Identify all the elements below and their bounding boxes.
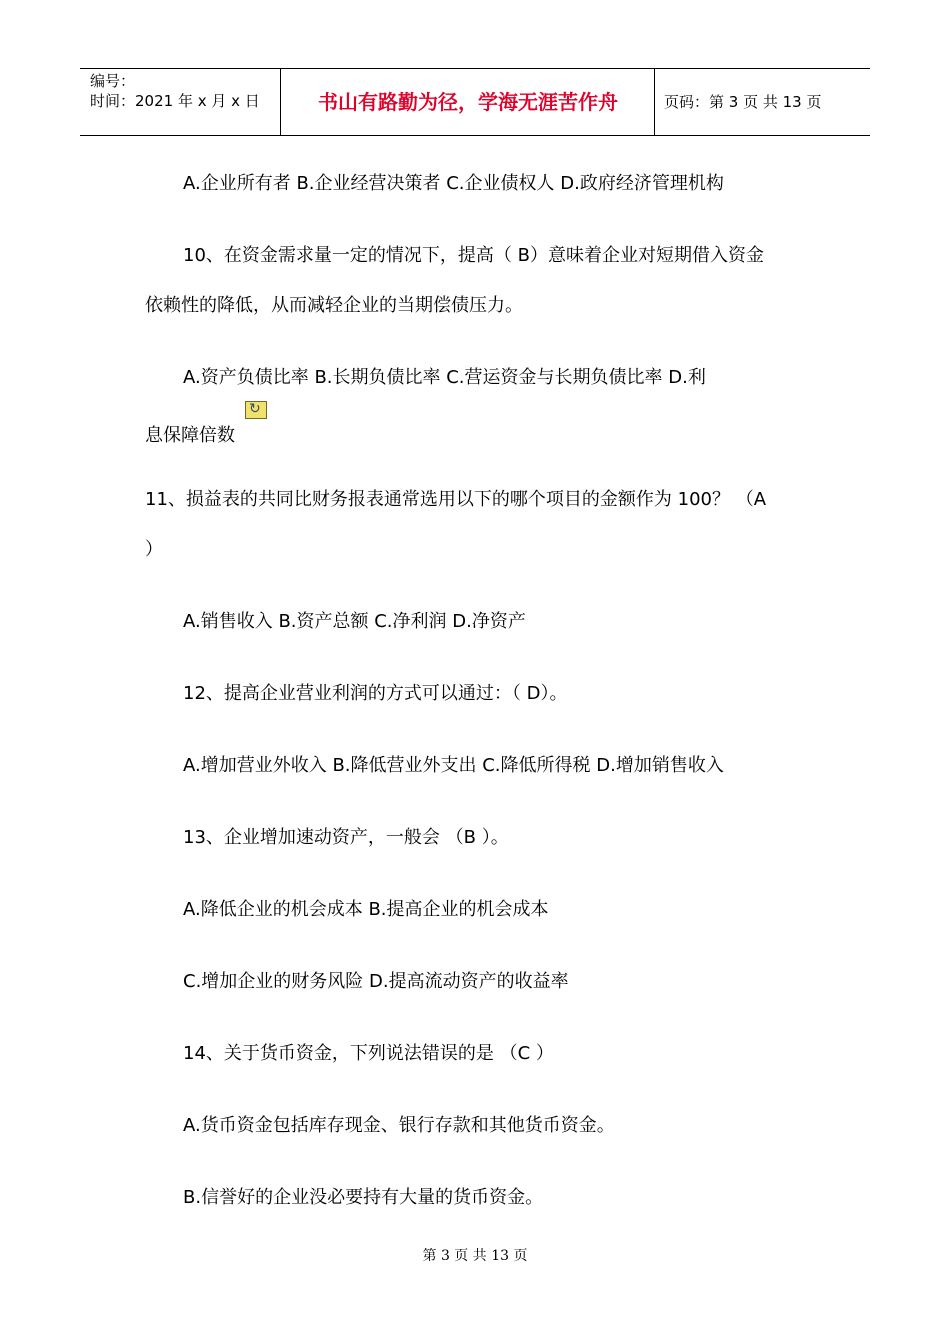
header-divider-right <box>654 69 655 135</box>
question-10-options-cont: 息保障倍数 <box>145 425 235 446</box>
question-9-options: A.企业所有者 B.企业经营决策者 C.企业债权人 D.政府经济管理机构 <box>183 173 724 194</box>
page-footer: 第 3 页 共 13 页 <box>422 1248 528 1264</box>
question-14-option-b: B.信誉好的企业没必要持有大量的货币资金。 <box>183 1187 544 1208</box>
header-number-label: 编号： <box>90 72 136 90</box>
question-13-stem: 13、企业增加速动资产，一般会 （B ）。 <box>183 827 509 848</box>
question-14-stem: 14、关于货币资金，下列说法错误的是 （C ） <box>183 1043 554 1064</box>
header-page-label: 页码：第 3 页 共 13 页 <box>664 93 822 111</box>
embedded-object-icon[interactable]: ↻ <box>245 401 267 419</box>
question-11-options: A.销售收入 B.资产总额 C.净利润 D.净资产 <box>183 611 526 632</box>
question-14-option-a: A.货币资金包括库存现金、银行存款和其他货币资金。 <box>183 1115 615 1136</box>
question-12-stem: 12、提高企业营业利润的方式可以通过：（ D）。 <box>183 683 568 704</box>
header-motto: 书山有路勤为径，学海无涯苦作舟 <box>318 90 618 114</box>
question-12-options: A.增加营业外收入 B.降低营业外支出 C.降低所得税 D.增加销售收入 <box>183 755 724 776</box>
question-10-stem-cont: 依赖性的降低，从而减轻企业的当期偿债压力。 <box>145 295 523 316</box>
header-divider-left <box>280 69 281 135</box>
header-date-label: 时间：2021 年 x 月 x 日 <box>90 92 260 110</box>
question-11-stem: 11、损益表的共同比财务报表通常选用以下的哪个项目的金额作为 100？ （A <box>145 489 767 510</box>
header-meta <box>90 71 260 111</box>
page-header <box>80 68 870 136</box>
question-11-stem-cont: ） <box>145 539 163 560</box>
question-10-options: A.资产负债比率 B.长期负债比率 C.营运资金与长期负债比率 D.利 <box>183 367 706 388</box>
question-13-options-cd: C.增加企业的财务风险 D.提高流动资产的收益率 <box>183 971 569 992</box>
question-10-stem: 10、在资金需求量一定的情况下，提高（ B）意味着企业对短期借入资金 <box>183 245 764 266</box>
question-13-options-ab: A.降低企业的机会成本 B.提高企业的机会成本 <box>183 899 549 920</box>
